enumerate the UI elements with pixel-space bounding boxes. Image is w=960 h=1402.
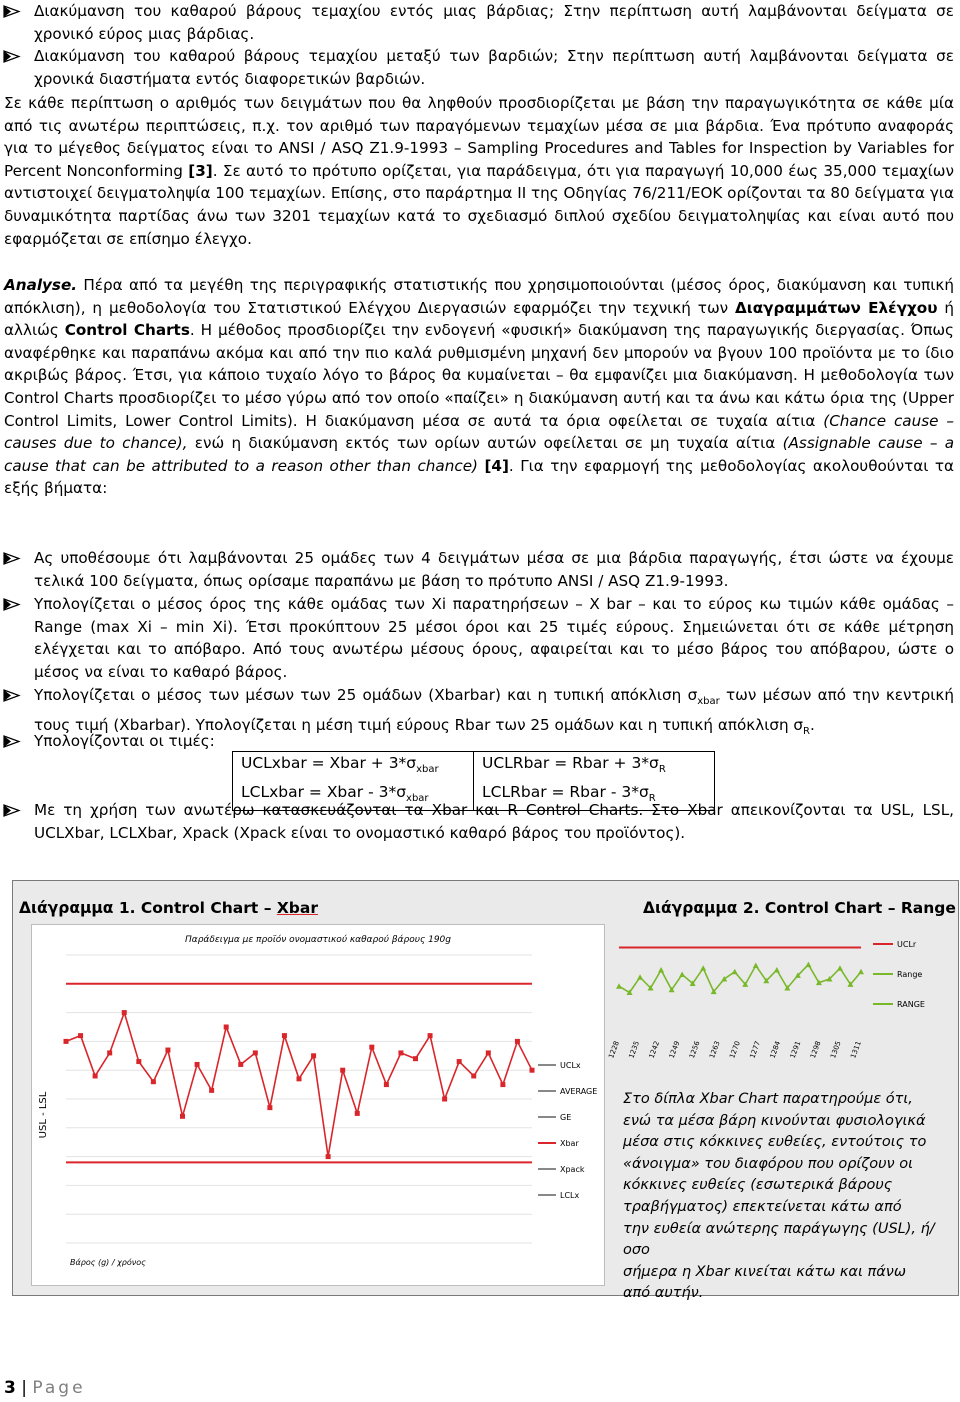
- data-point: [311, 1053, 316, 1058]
- xbar-chart-panel: [31, 924, 605, 1286]
- bullet-item: [4, 45, 954, 90]
- data-point: [530, 1068, 535, 1073]
- legend-label: Xpack: [560, 1165, 585, 1174]
- formula-line: [241, 752, 465, 781]
- bullet-text: Διακύμανση του καθαρού βάρους τεμαχίου εντός μιας βάρδιας; Στην περίπτωση αυτή λαμβάνονται δείγματα σε χρονικό εύρος μιας βάρδιας.: [34, 2, 954, 43]
- data-point: [282, 1033, 287, 1038]
- data-point: [515, 1039, 520, 1044]
- formula-text: LCLRbar = Rbar - 3*σ: [482, 783, 649, 802]
- arrow-bullet-icon: [4, 799, 26, 817]
- arrow-bullet-icon: [4, 0, 26, 18]
- step-text: Υπολογίζεται ο μέσος όρος της κάθε ομάδας των Xi παρατηρήσεων – X bar – και το εύρος κω τιμών κάθε ομάδας – Range (max Xi – min Xi). Έτσι προκύπτουν 25 μέσοι όροι και 25 τιμές εύρους. Σημειώνεται ότι σε κάθε μέτρηση ελέγχεται και το απόβαρο. Από τους ανωτέρω μέσους όρους, αφαιρείται και το μέσο βάρος του απόβαρου, ώστε ο μέσος να είναι το καθαρό βάρος.: [34, 595, 954, 681]
- step-text-part: .: [810, 715, 815, 734]
- reference: [4]: [484, 456, 509, 475]
- data-point: [369, 1045, 374, 1050]
- data-point: [384, 1082, 389, 1087]
- legend-label: RANGE: [897, 1000, 925, 1009]
- paragraph-analyse: [4, 274, 954, 500]
- page-number: 3: [4, 1378, 16, 1398]
- x-tick-label: 1277: [748, 1039, 763, 1060]
- data-point: [732, 969, 738, 975]
- x-tick-label: 1263: [708, 1039, 722, 1060]
- legend: [538, 1061, 597, 1200]
- x-tick-label: 1228: [607, 1039, 621, 1060]
- data-point: [774, 967, 780, 973]
- data-point: [413, 1056, 418, 1061]
- legend-label: LCLx: [560, 1191, 580, 1200]
- subscript: R: [658, 764, 666, 776]
- data-point: [428, 1033, 433, 1038]
- x-tick-label: 1242: [647, 1039, 662, 1060]
- data-point: [340, 1068, 345, 1073]
- chart-title: Παράδειγμα με προϊόν ονομαστικού καθαρού βάρους 190g: [185, 935, 451, 945]
- control-chart-figure: [12, 880, 959, 1302]
- italic-term: (Assignable cause – a cause that can be attributed to a reason other than chance): [4, 434, 955, 475]
- xbar-chart: [32, 925, 604, 1285]
- data-point: [253, 1050, 258, 1055]
- data-point: [267, 1105, 272, 1110]
- data-point: [805, 962, 811, 968]
- legend-label: GE: [560, 1113, 572, 1122]
- formula-line: [482, 752, 706, 781]
- para-text: . Για την εφαρμογή της μεθοδολογίας ακολουθούνται τα εξής βήματα:: [4, 456, 954, 498]
- y-axis-label: USL - LSL: [38, 1091, 49, 1139]
- bold-term: Διαγραμμάτων Ελέγχου: [735, 298, 938, 317]
- step-item: [4, 730, 954, 753]
- subscript: xbar: [406, 793, 429, 805]
- data-point: [151, 1079, 156, 1084]
- legend-label: AVERAGE: [560, 1087, 598, 1096]
- reference: [3]: [188, 161, 213, 180]
- data-point: [679, 972, 685, 978]
- x-tick-label: 1305: [829, 1039, 843, 1060]
- x-tick-label: 1298: [808, 1039, 823, 1060]
- data-point: [398, 1050, 403, 1055]
- x-tick-label: 1311: [849, 1039, 863, 1060]
- arrow-bullet-icon: [4, 684, 26, 702]
- data-point: [753, 963, 759, 969]
- legend-label: Range: [897, 970, 923, 979]
- data-point: [64, 1039, 69, 1044]
- arrow-bullet-icon: [4, 593, 26, 611]
- step-text-part: των μέσων από την κεντρική τους τιμή (Xbarbar). Υπολογίζεται η μέση τιμή εύρους Rbar των 25 ομάδων και η τυπική απόκλιση σ: [34, 686, 955, 734]
- step-item: [4, 799, 954, 844]
- data-point: [858, 969, 864, 975]
- data-point: [658, 967, 664, 973]
- figure-title-key: Xbar: [276, 899, 319, 917]
- data-point: [616, 983, 622, 989]
- para-text: Πέρα από τα μεγέθη της περιγραφικής στατιστικής που χρησιμοποιούνται (μέσος όρος, διακύμανση και τυπική απόκλιση), η μεθοδολογία του Στατιστικού Ελέγχου Διεργασιών εφαρμόζει την τεχνική των: [4, 276, 954, 317]
- data-point: [471, 1073, 476, 1078]
- step-text: Υπολογίζονται οι τιμές:: [34, 732, 215, 750]
- data-point: [107, 1050, 112, 1055]
- subscript: R: [803, 725, 810, 737]
- data-point: [442, 1097, 447, 1102]
- arrow-bullet-icon: [4, 45, 26, 63]
- data-point: [136, 1059, 141, 1064]
- page-label: Page: [32, 1378, 86, 1398]
- formula-text: LCLxbar = Xbar - 3*σ: [241, 783, 407, 802]
- data-point: [122, 1010, 127, 1015]
- formula-text: UCLRbar = Rbar + 3*σ: [482, 754, 659, 772]
- data-point: [195, 1062, 200, 1067]
- footer-separator: |: [15, 1378, 33, 1398]
- subscript: R: [648, 793, 656, 805]
- x-tick-label: 1256: [687, 1039, 702, 1060]
- data-point: [224, 1025, 229, 1030]
- arrow-bullet-icon: [4, 730, 26, 748]
- data-point: [637, 974, 643, 980]
- para-text: ενώ η διακύμανση εκτός των ορίων αυτών οφείλεται σε μη τυχαία αίτια: [187, 434, 783, 453]
- bullet-text: Διακύμανση του καθαρού βάρους τεμαχίου μεταξύ των βαρδιών; Στην περίπτωση αυτή λαμβάνονται δείγματα σε χρονικά διαστήματα εντός διαφορετικών βαρδιών.: [34, 47, 954, 88]
- data-point: [326, 1154, 331, 1159]
- data-point: [500, 1082, 505, 1087]
- data-point: [700, 965, 706, 971]
- para-text: . Σε αυτό το πρότυπο ορίζεται, για παράδειγμα, ότι για παραγωγή 10,000 έως 35,000 τεμαχίων αντιστοιχεί δειγματοληψία 100 τεμαχίων. Επίσης, στο παράρτημα ΙΙ της Οδηγίας 76/211/ΕΟΚ ορίζονται τα 80 δείγματα για δυναμικότητα παρτίδας άνω των 3201 τεμαχίων κατά το σχεδιασμό διπλού σχεδίου δειγματοληψίας και είναι αυτό που εφαρμόζεται σε επίσημο έλεγχο.: [4, 161, 954, 248]
- x-tick-label: 1235: [627, 1039, 642, 1060]
- x-tick-label: 1249: [667, 1039, 682, 1060]
- step-text: Με τη χρήση των ανωτέρω κατασκευάζονται τα Xbar και R Control Charts. Στο Xbar απεικονίζονται τα USL, LSL, UCLXbar, LCLXbar, Xpack (Xpack είναι το ονομαστικό καθαρό βάρος του προϊόντος).: [34, 801, 954, 842]
- step-item: [4, 593, 954, 683]
- legend-label: UCLr: [897, 940, 917, 949]
- data-point: [93, 1073, 98, 1078]
- step-item: [4, 547, 954, 592]
- legend-label: UCLx: [560, 1061, 581, 1070]
- page-footer: [4, 1378, 86, 1398]
- range-chart: [607, 924, 951, 1074]
- data-point: [238, 1062, 243, 1067]
- data-point: [457, 1059, 462, 1064]
- figure-title-text: Διάγραμμα 1. Control Chart –: [19, 899, 277, 917]
- data-point: [180, 1114, 185, 1119]
- step-text: Ας υποθέσουμε ότι λαμβάνονται 25 ομάδες των 4 δειγμάτων μέσα σε μια βάρδια παραγωγής, έτσι ώστε να έχουμε τελικά 100 δείγματα, όπως ορίσαμε παραπάνω με βάση το πρότυπο ANSI / ASQ Z1.9-1993.: [34, 549, 954, 590]
- figure-title-range: Διάγραμμα 2. Control Chart – Range: [643, 899, 956, 917]
- x-tick-label: 1291: [788, 1039, 803, 1060]
- subscript: xbar: [416, 764, 439, 776]
- figure-title-xbar: [19, 899, 318, 917]
- bullet-item: [4, 0, 954, 45]
- subscript: xbar: [697, 696, 720, 708]
- data-point: [209, 1088, 214, 1093]
- legend-label: Xbar: [560, 1139, 579, 1148]
- data-point: [837, 965, 843, 971]
- paragraph-sample-size: [4, 92, 954, 250]
- step-text-part: Υπολογίζεται ο μέσος των μέσων των 25 ομάδων (Xbarbar) και η τυπική απόκλιση σ: [34, 686, 698, 704]
- series-line-range: [619, 965, 861, 993]
- section-heading: Analyse.: [4, 276, 78, 294]
- para-text: . Η μέθοδος προσδιορίζει την ενδογενή «φυσική» διακύμανση της παραγωγικής διεργασίας. Όπως αναφέρθηκε και παραπάνω ακόμα και από την πιο καλά ρυθμισμένη μηχανή δεν μπορούν να βγουν 100 προϊόντα με το ίδιο ακριβώς βάρος. Έτσι, για κάποιο τυχαίο λόγο το βάρος θα κυμαίνεται – θα εμφανίζει μια διακύμανση. Η μεθοδολογία των Control Charts προσδιορίζει το μέσο γύρω από τον οποίο «παίζει» η διακύμανση αυτή και τα άνω και κάτω όρια της (Upper Control Limits, Lower Control Limits). Η διακύμανση μέσα σε αυτά τα όρια οφείλεται σε τυχαία αίτια: [4, 321, 954, 430]
- data-point: [486, 1050, 491, 1055]
- arrow-bullet-icon: [4, 547, 26, 565]
- data-point: [297, 1076, 302, 1081]
- data-point: [78, 1033, 83, 1038]
- bold-term: Control Charts: [64, 321, 190, 340]
- series-line-xbar: [66, 1013, 532, 1157]
- chart-commentary: Στο δίπλα Xbar Chart παρατηρούμε ότι, ενώ τα μέσα βάρη κινούνται φυσιολογικά μέσα στις κόκκινες ευθείες, εντούτοις το «άνοιγμα» του διαφόρου που ορίζουν οι κόκκινες ευθείες (εσωτερικά βάρους τραβήγματος) επεκτείνεται κάτω από την ευθεία ανώτερης παράγωγης (USL), ή/οσο σήμερα η Xbar κινείται κάτω και πάνω από αυτήν.: [623, 1091, 935, 1302]
- x-axis-label: Βάρος (g) / χρόνος: [70, 1258, 146, 1267]
- data-point: [355, 1111, 360, 1116]
- x-tick-label: 1284: [768, 1039, 783, 1060]
- data-point: [165, 1048, 170, 1053]
- x-tick-label: 1270: [728, 1039, 742, 1060]
- para-text: Σε κάθε περίπτωση ο αριθμός των δειγμάτων που θα ληφθούν προσδιορίζεται με βάση την παραγωγικότητα σε κάθε μία από τις ανωτέρω περιπτώσεις, π.χ. τον αριθμό των παραγόμενων τεμαχίων μέσα σε μια βάρδια. Ένα πρότυπο αναφοράς για το μέγεθος δείγματος είναι το ANSI / ASQ Z1.9-1993 – Sampling Procedures and Tables for Inspection by Variables for Percent Nonconforming: [4, 94, 954, 180]
- para-text: ή αλλιώς: [4, 298, 954, 340]
- italic-term: (Chance cause – causes due to chance),: [4, 411, 954, 453]
- formula-text: UCLxbar = Xbar + 3*σ: [241, 754, 417, 772]
